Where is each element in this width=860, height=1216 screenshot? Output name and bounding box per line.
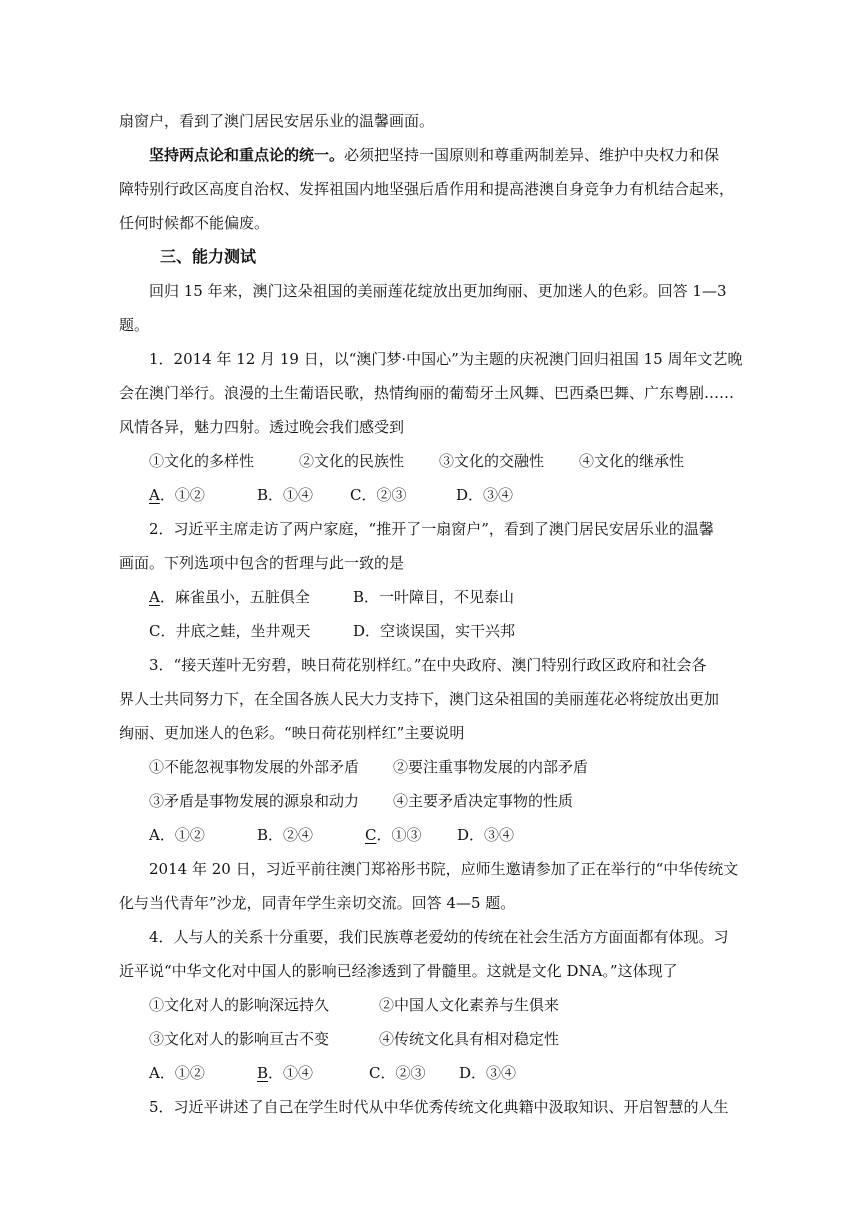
paragraph-intro-end: 扇窗户，看到了澳门居民安居乐业的温馨画面。	[119, 112, 435, 130]
q3-option-c	[365, 825, 457, 845]
q4-option-d	[459, 1063, 516, 1083]
q3-option-b-letter: B	[257, 826, 269, 844]
q2-option-b: B．一叶障目，不见泰山	[353, 588, 515, 606]
q4-items-row2	[149, 1029, 559, 1049]
q4-line2: 近平说“中华文化对中国人的影响已经渗透到了骨髓里。这就是文化 DNA。”这体现了	[119, 962, 678, 980]
lead2-line2: 化与当代青年”沙龙，同青年学生亲切交流。回答 4—5 题。	[119, 894, 516, 912]
q4-item-1: ①文化对人的影响深远持久	[149, 996, 330, 1014]
lead1-line2: 题。	[119, 316, 150, 334]
q1-items	[149, 451, 684, 471]
q2-options-row2	[149, 621, 515, 641]
lead2-line1: 2014 年 20 日，习近平前往澳门郑裕彤书院，应师生邀请参加了正在举行的“中华传统文	[149, 860, 739, 878]
q3-line3: 绚丽、更加迷人的色彩。“映日荷花别样红”主要说明	[119, 724, 465, 742]
q4-option-d-text: ．③④	[471, 1064, 517, 1082]
q3-items-row1	[149, 757, 588, 777]
q1-item-4: ④文化的继承性	[579, 452, 685, 470]
q3-option-a-letter: A	[149, 826, 160, 844]
principle-rest: 必须把坚持一国原则和尊重两制差异、维护中央权力和保	[344, 146, 720, 164]
q1-option-d	[456, 485, 513, 505]
q1-option-a	[149, 485, 257, 505]
q3-option-b	[257, 825, 365, 845]
q2-option-c: C．井底之蛙，坐井观天	[149, 622, 311, 640]
q1-option-c-letter: C	[350, 486, 362, 504]
paragraph-principle-line3: 任何时候都不能偏废。	[119, 214, 270, 232]
q3-option-d-letter: D	[457, 826, 470, 844]
q3-option-c-letter: C	[365, 826, 377, 844]
q1-item-2: ②文化的民族性	[299, 452, 405, 470]
principle-bold-lead: 坚持两点论和重点论的统一。	[149, 146, 345, 164]
q3-item-3: ③矛盾是事物发展的源泉和动力	[149, 792, 360, 810]
q1-option-c-text: ．②③	[361, 486, 407, 504]
q1-line1: 1．2014 年 12 月 19 日，以“澳门梦·中国心”为主题的庆祝澳门回归祖国 15 周年文艺晚	[149, 350, 743, 368]
q4-option-b-text: ．①④	[268, 1064, 314, 1082]
q4-option-c	[369, 1063, 459, 1083]
q1-line2: 会在澳门举行。浪漫的土生葡语民歌，热情绚丽的葡萄牙土风舞、巴西桑巴舞、广东粤剧……	[119, 384, 735, 402]
q2-options-row1	[149, 587, 514, 607]
q4-option-d-letter: D	[459, 1064, 472, 1082]
q4-options	[149, 1063, 516, 1083]
q3-item-2: ②要注重事物发展的内部矛盾	[393, 758, 589, 776]
q2-option-a-text: ．麻雀虽小，五脏俱全	[159, 588, 310, 606]
q3-item-1: ①不能忽视事物发展的外部矛盾	[149, 758, 360, 776]
q1-option-d-text: ．③④	[468, 486, 514, 504]
q3-line2: 界人士共同努力下，在全国各族人民大力支持下，澳门这朵祖国的美丽莲花必将绽放出更加	[119, 690, 720, 708]
lead1-line1: 回归 15 年来，澳门这朵祖国的美丽莲花绽放出更加绚丽、更加迷人的色彩。回答 1—3	[149, 282, 727, 300]
section-heading: 三、能力测试	[160, 247, 257, 266]
q1-item-1: ①文化的多样性	[149, 452, 255, 470]
q1-option-b-text: ．①④	[268, 486, 314, 504]
q3-option-a-text: ．①②	[159, 826, 205, 844]
q3-line1: 3．“接天莲叶无穷碧，映日荷花别样红。”在中央政府、澳门特别行政区政府和社会各	[149, 656, 707, 674]
q1-option-a-letter: A	[149, 486, 160, 504]
q1-option-a-text: ．①②	[159, 486, 205, 504]
q4-option-a-letter: A	[149, 1064, 160, 1082]
q2-option-d: D．空谈误国，实干兴邦	[353, 622, 516, 640]
q3-option-d	[457, 825, 514, 845]
paragraph-principle-line2: 障特别行政区高度自治权、发挥祖国内地坚强后盾作用和提高港澳自身竞争力有机结合起来，	[119, 180, 735, 198]
q3-option-b-text: ．②④	[268, 826, 314, 844]
q4-line1: 4．人与人的关系十分重要，我们民族尊老爱幼的传统在社会生活方方面面都有体现。习	[149, 928, 729, 946]
paragraph-principle-line1	[149, 145, 719, 165]
q1-line3: 风情各异，魅力四射。透过晚会我们感受到	[119, 418, 405, 436]
q4-item-4: ④传统文化具有相对稳定性	[379, 1030, 560, 1048]
q1-option-b-letter: B	[257, 486, 269, 504]
q1-option-d-letter: D	[456, 486, 469, 504]
q3-item-4: ④主要矛盾决定事物的性质	[393, 792, 574, 810]
q4-option-c-text: ．②③	[380, 1064, 426, 1082]
q4-option-b-letter: B	[257, 1064, 269, 1082]
q2-line2: 画面。下列选项中包含的哲理与此一致的是	[119, 554, 405, 572]
q4-option-a	[149, 1063, 257, 1083]
q1-item-3: ③文化的交融性	[439, 452, 545, 470]
q3-items-row2	[149, 791, 573, 811]
q4-option-c-letter: C	[369, 1064, 381, 1082]
q5-line1: 5．习近平讲述了自己在学生时代从中华优秀传统文化典籍中汲取知识、开启智慧的人生	[149, 1098, 729, 1116]
q4-option-a-text: ．①②	[159, 1064, 205, 1082]
q3-option-a	[149, 825, 257, 845]
q1-option-c	[350, 485, 456, 505]
q3-option-c-text: ．①③	[376, 826, 422, 844]
q3-options	[149, 825, 514, 845]
q2-line1: 2．习近平主席走访了两户家庭，“推开了一扇窗户”，看到了澳门居民安居乐业的温馨	[149, 520, 714, 538]
q4-item-3: ③文化对人的影响亘古不变	[149, 1030, 330, 1048]
q3-option-d-text: ．③④	[469, 826, 515, 844]
q4-option-b	[257, 1063, 369, 1083]
q1-options	[149, 485, 513, 505]
q2-option-a	[149, 587, 353, 607]
q4-items-row1	[149, 995, 559, 1015]
q4-item-2: ②中国人文化素养与生俱来	[379, 996, 560, 1014]
q1-option-b	[257, 485, 350, 505]
q2-option-a-letter: A	[149, 588, 160, 606]
